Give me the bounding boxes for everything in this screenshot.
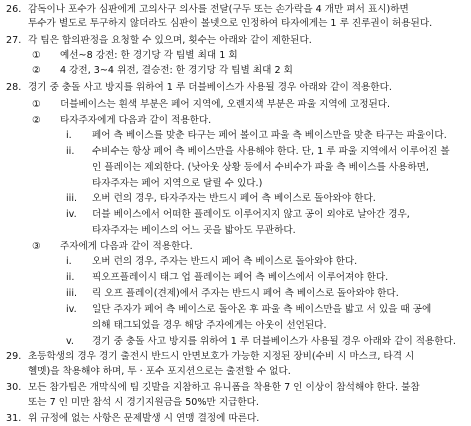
text-line [0,350,471,364]
item-marker: iii. [66,288,78,299]
line-text: 초등학생의 경우 경기 출전시 반드시 안면보호가 가능한 지정된 장비(수비 시 마스크, 타격 시 [28,351,415,362]
line-text: 주자에게 다음과 같이 적용한다. [60,241,193,252]
text-line [0,129,471,143]
line-text: 인 플레이는 제외한다. (낫아웃 상황 등에서 수비수가 파울 측 베이스를 사용하면, [92,162,429,173]
text-line [0,319,471,333]
line-text: 오버 런의 경우, 타자주자는 반드시 페어 측 베이스로 돌아와야 한다. [92,193,376,204]
clause-number: 28. [6,82,22,93]
line-text: 릭 오프 플레이(견제)에서 주자는 반드시 페어 측 베이스로 돌아와야 한다. [92,288,399,299]
text-line [0,34,471,48]
line-text: 감독이나 포수가 심판에게 고의사구 의사를 전달(구두 또는 손가락을 4 개만 펴서 표시)하면 [28,4,409,15]
text-line [0,396,471,410]
clause-number: 29. [6,351,22,362]
text-line [0,192,471,206]
line-text: 타자주자는 베이스의 어느 곳을 밟아도 무관하다. [92,225,296,236]
item-marker: ① [32,99,41,110]
line-text: 모든 참가팀은 개막식에 팀 깃발을 지참하고 유니폼을 착용한 7 인 이상이 참석해야 한다. 불참 [28,382,420,393]
text-line [0,335,471,349]
item-marker: i. [66,256,72,267]
line-text: 경기 중 충돌 사고 방지를 위하여 1 루 더블베이스가 사용될 경우 아래와 같이 적용한다. [28,82,392,93]
line-text: 경기 중 충돌 사고 방지를 위하여 1 루 더블베이스가 사용될 경우 아래와 같이 적용한다. [92,336,456,347]
clause-number: 26. [6,4,22,15]
text-line [0,412,471,426]
item-marker: ii. [66,272,75,283]
clause-number: 27. [6,35,22,46]
line-text: 각 팀은 합의판정을 요청할 수 있으며, 횟수는 아래와 같이 제한된다. [28,35,312,46]
line-text: 더블 베이스에서 어떠한 플레이도 이루어지지 않고 공이 외야로 날아간 경우, [92,209,410,220]
item-marker: iii. [66,193,78,204]
line-text: 수비수는 항상 페어 측 베이스만을 사용해야 한다. 단, 1 루 파울 지역에서 이루어진 볼 [92,146,450,157]
line-text: 4 강전, 3~4 위전, 결승전: 한 경기당 각 팀별 최대 2 회 [60,65,293,76]
text-line [0,17,471,31]
line-text: 일단 주자가 페어 측 베이스로 돌아온 후 파울 측 베이스만을 밟고 서 있을 때 공에 [92,304,432,315]
line-text: 위 규정에 없는 사항은 문제발생 시 연맹 결정에 따른다. [28,413,260,424]
line-text: 픽오프플레이시 태그 업 플레이는 페어 측 베이스에서 이루어져야 한다. [92,272,389,283]
clause-number: 31. [6,413,22,424]
item-marker: v. [66,336,74,347]
text-line [0,255,471,269]
text-line [0,145,471,159]
text-line [0,98,471,112]
text-line [0,49,471,63]
text-line [0,208,471,222]
text-line [0,81,471,95]
item-marker: ③ [32,241,41,252]
item-marker: ② [32,115,41,126]
text-line [0,114,471,128]
line-text: 오버 런의 경우, 주자는 반드시 페어 측 베이스로 돌아와야 한다. [92,256,358,267]
item-marker: ② [32,65,41,76]
text-line [0,365,471,379]
text-line [0,271,471,285]
line-text: 예선~8 강전: 한 경기당 각 팀별 최대 1 회 [60,50,238,61]
line-text: 또는 7 인 미만 참석 시 경기지원금을 50%만 지급한다. [28,397,259,408]
line-text: 더블베이스는 흰색 부분은 페어 지역에, 오렌지색 부분은 파울 지역에 고정된다. [60,99,391,110]
line-text: 투수가 별도로 투구하지 않더라도 심판이 볼넷으로 인정하여 타자에게는 1 루 진루권이 허용된다. [28,18,433,29]
text-line [0,381,471,395]
item-marker: iv. [66,304,77,315]
line-text: 헬멧)을 착용해야 하며, 투 · 포수 포지션으로는 출전할 수 없다. [28,366,291,377]
item-marker: ii. [66,146,75,157]
text-line [0,287,471,301]
text-line [0,303,471,317]
text-line [0,224,471,238]
item-marker: ① [32,50,41,61]
line-text: 의해 태그되었을 경우 해당 주자에게는 아웃이 선언된다. [92,320,327,331]
text-line [0,3,471,17]
text-line [0,64,471,78]
line-text: 타자주자는 페어 지역으로 달릴 수 있다.) [92,178,263,189]
line-text: 타자주자에게 다음과 같이 적용한다. [60,115,212,126]
line-text: 페어 측 베이스를 맞춘 타구는 페어 볼이고 파울 측 베이스만을 맞춘 타구는 파울이다. [92,130,447,141]
text-line [0,161,471,175]
text-line [0,240,471,254]
text-line [0,177,471,191]
clause-number: 30. [6,382,22,393]
item-marker: iv. [66,209,77,220]
item-marker: i. [66,130,72,141]
